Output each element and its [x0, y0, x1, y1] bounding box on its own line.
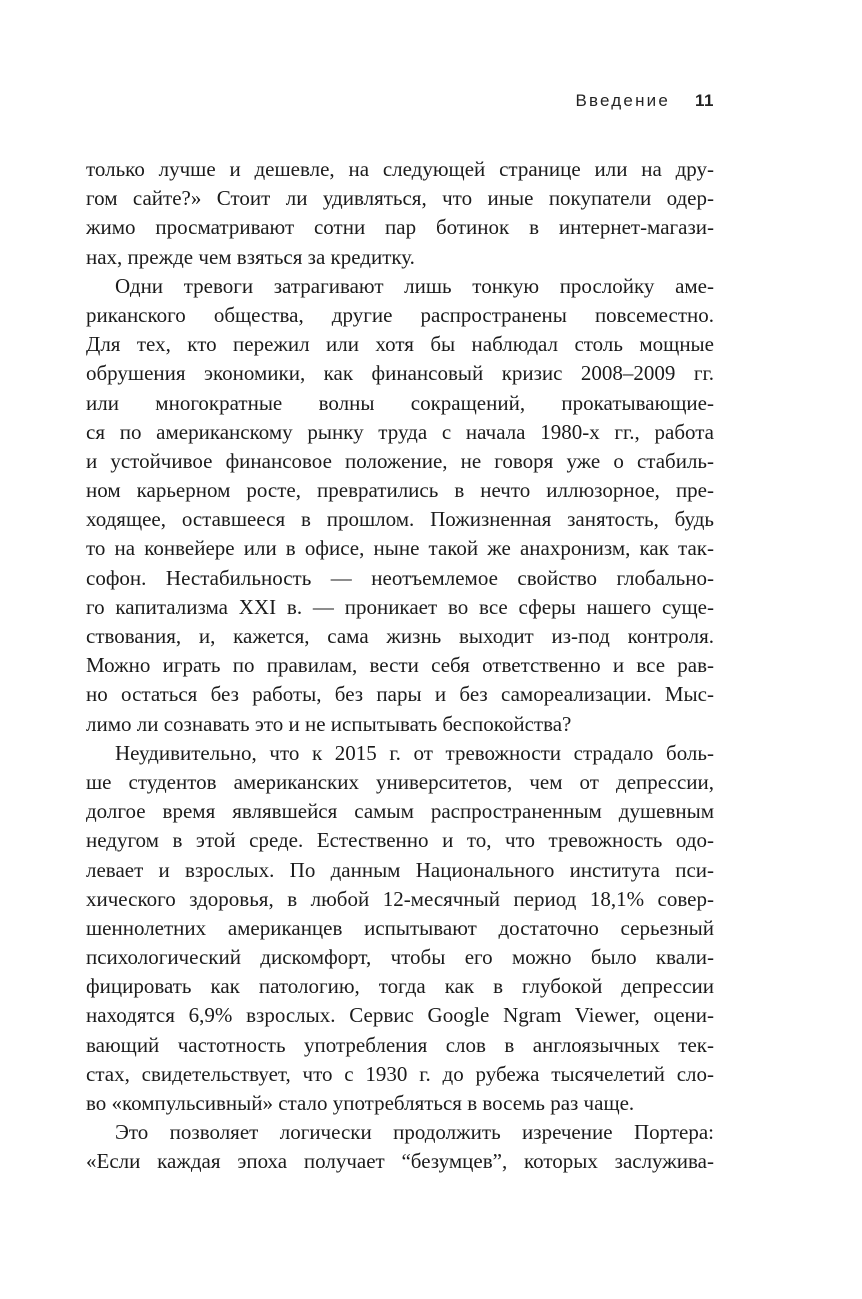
- text-line: хического здоровья, в любой 12-месячный период 18,1% совер-: [86, 886, 714, 911]
- text-line: только лучше и дешевле, на следующей странице или на дру-: [86, 157, 714, 181]
- text-line: го капитализма XXI в. — проникает во все сферы нашего суще-: [86, 594, 714, 619]
- text-line: то на конвейере или в офисе, ныне такой же анахронизм, как так-: [86, 536, 714, 561]
- text-line: находятся 6,9% взрослых. Сервис Google Ngram Viewer, оцени-: [86, 1003, 714, 1028]
- running-header: [86, 92, 714, 110]
- text-line: Можно играть по правилам, вести себя ответственно и все рав-: [86, 653, 714, 678]
- text-line: фицировать как патологию, тогда как в глубокой депрессии: [86, 974, 714, 999]
- text-line: психологический дискомфорт, чтобы его можно было квали-: [86, 945, 714, 970]
- text-line: ном карьерном росте, превратились в нечто иллюзорное, пре-: [86, 478, 714, 503]
- text-line: риканского общества, другие распространены повсеместно.: [86, 302, 714, 327]
- text-line: или многократные волны сокращений, прокатывающие-: [86, 390, 714, 415]
- text-line: недугом в этой среде. Естественно и то, что тревожность одо-: [86, 828, 714, 853]
- text-line: Это позволяет логически продолжить изречение Портера:: [115, 1120, 714, 1145]
- text-line: ше студентов американских университетов, чем от депрессии,: [86, 769, 714, 794]
- text-line: ся по американскому рынку труда с начала 1980-х гг., работа: [86, 419, 714, 444]
- text-line: ствования, и, кажется, сама жизнь выходит из-под контроля.: [86, 624, 714, 648]
- text-line: жимо просматривают сотни пар ботинок в интернет-магази-: [86, 215, 714, 240]
- text-line: стах, свидетельствует, что с 1930 г. до рубежа тысячелетий сло-: [86, 1061, 714, 1086]
- text-line: ходящее, оставшееся в прошлом. Пожизненная занятость, будь: [86, 507, 714, 532]
- text-line: нах, прежде чем взяться за кредитку.: [86, 244, 415, 269]
- text-line: но остаться без работы, без пары и без самореализации. Мыс-: [86, 682, 714, 707]
- text-line: обрушения экономики, как финансовый кризис 2008–2009 гг.: [86, 361, 714, 386]
- text-line: и устойчивое финансовое положение, не говоря уже о стабиль-: [86, 448, 714, 473]
- text-line: Одни тревоги затрагивают лишь тонкую прослойку аме-: [115, 273, 714, 298]
- text-line: шеннолетних американцев испытывают достаточно серьезный: [86, 915, 714, 940]
- page-number: 11: [695, 91, 714, 110]
- chapter-title: Введение: [575, 91, 671, 110]
- text-line: лимо ли сознавать это и не испытывать беспокойства?: [86, 711, 572, 736]
- text-line: софон. Нестабильность — неотъемлемое свойство глобально-: [86, 565, 714, 590]
- text-line: Неудивительно, что к 2015 г. от тревожности страдало боль-: [115, 740, 714, 765]
- body-text: [86, 155, 714, 1177]
- text-line: левает и взрослых. По данным Национального института пси-: [86, 857, 714, 882]
- text-line: Для тех, кто пережил или хотя бы наблюдал столь мощные: [86, 332, 714, 357]
- text-line: гом сайте?» Стоит ли удивляться, что иные покупатели одер-: [86, 186, 714, 211]
- text-line: вающий частотность употребления слов в англоязычных тек-: [86, 1032, 714, 1057]
- text-line: во «компульсивный» стало употребляться в восемь раз чаще.: [86, 1091, 635, 1115]
- text-line: долгое время являвшейся самым распространенным душевным: [86, 799, 714, 824]
- text-line: «Если каждая эпоха получает “безумцев”, которых заслужива-: [86, 1149, 714, 1174]
